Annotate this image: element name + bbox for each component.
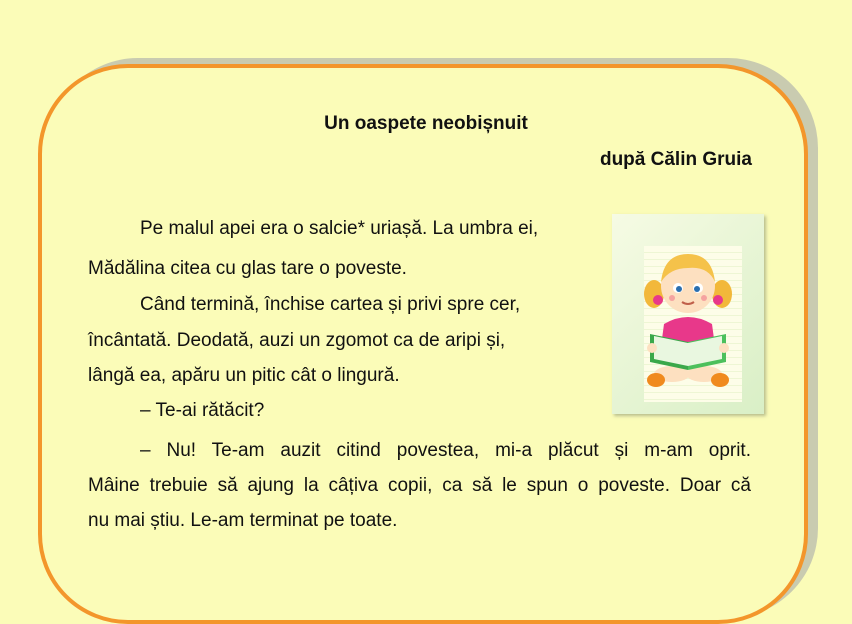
story-line: încântată. Deodată, auzi un zgomot ca de aripi și, bbox=[88, 330, 506, 351]
story-line: – Nu! Te-am auzit citind povestea, mi-a plăcut și m-am oprit. bbox=[140, 440, 751, 461]
story-line: lângă ea, apăru un pitic cât o lingură. bbox=[88, 365, 400, 386]
story-line: Mădălina citea cu glas tare o poveste. bbox=[88, 258, 407, 279]
story-line: – Te-ai rătăcit? bbox=[140, 400, 265, 421]
story-line: Mâine trebuie să ajung la câțiva copii, ca să le spun o poveste. Doar că bbox=[88, 475, 751, 496]
story-line: Când termină, închise cartea și privi spre cer, bbox=[140, 294, 521, 315]
illustration-panel bbox=[612, 214, 764, 414]
story-author: după Călin Gruia bbox=[599, 149, 752, 170]
story-line: nu mai știu. Le-am terminat pe toate. bbox=[88, 510, 398, 531]
girl-reading-book-icon bbox=[612, 214, 764, 414]
story-line: Pe malul apei era o salcie* uriașă. La umbra ei, bbox=[140, 218, 539, 239]
story-title: Un oaspete neobișnuit bbox=[324, 113, 528, 134]
